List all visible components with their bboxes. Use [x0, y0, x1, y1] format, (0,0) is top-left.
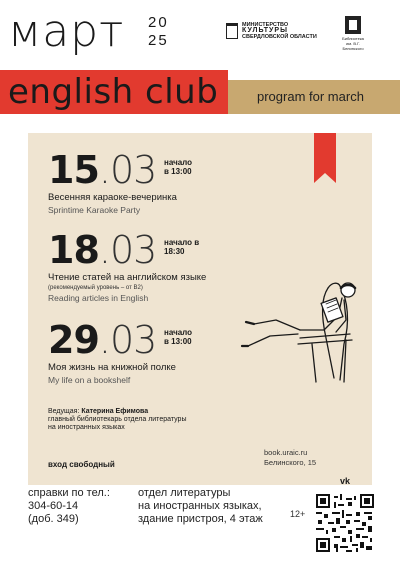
department-info — [138, 487, 263, 526]
library-logo — [336, 16, 370, 51]
year-top: 20 — [148, 14, 169, 31]
club-label: english club — [8, 72, 219, 112]
event-date: 15.03 — [48, 148, 157, 192]
phone-line2: 304-60-14 — [28, 500, 79, 512]
event-item — [48, 230, 206, 304]
address — [264, 448, 316, 468]
library-line1: Библиотека — [342, 36, 364, 41]
program-banner — [225, 80, 400, 114]
host-role-line1: главный библиотекарь отдела литературы — [48, 416, 187, 423]
qr-code-icon[interactable] — [316, 494, 374, 552]
host-label: Ведущая: — [48, 408, 80, 415]
vk-icon[interactable]: vk — [340, 476, 351, 486]
bookmark-ribbon-icon — [314, 133, 336, 173]
dept-line1: отдел литературы — [138, 487, 231, 499]
event-title-ru: Чтение статей на английском языке — [48, 272, 207, 283]
event-start-time: начало в 18:30 — [164, 238, 200, 256]
event-date: 29.03 — [48, 318, 157, 362]
phone-info — [28, 487, 110, 526]
age-rating: 12+ — [290, 509, 306, 519]
column-icon — [226, 23, 238, 39]
event-start-time: начало в 13:00 — [164, 158, 193, 176]
ministry-logo — [226, 22, 317, 40]
event-title-ru: Моя жизнь на книжной полке — [48, 362, 176, 373]
event-title-en: Sprintime Karaoke Party — [48, 205, 141, 215]
event-level-note: (рекомендуемый уровень – от B2) — [48, 285, 143, 291]
street: Белинского, 15 — [264, 458, 317, 467]
dept-line2: на иностранных языках, — [138, 500, 262, 512]
event-item — [48, 318, 193, 386]
event-title-en: Reading articles in English — [48, 293, 149, 303]
month-title: март — [8, 6, 125, 57]
library-emblem-icon — [345, 16, 361, 34]
year-bottom: 25 — [148, 32, 169, 49]
host-name: Катерина Ефимова — [81, 408, 149, 415]
phone-line3: (доб. 349) — [28, 513, 79, 525]
year — [148, 14, 169, 50]
club-banner — [0, 70, 228, 114]
free-entry: вход свободный — [48, 460, 115, 469]
event-title-ru: Весенняя караоке-вечеринка — [48, 192, 177, 203]
ministry-line2: КУЛЬТУРЫ — [242, 27, 288, 34]
event-item — [48, 148, 193, 216]
reading-man-illustration — [240, 260, 380, 390]
ministry-line1: МИНИСТЕРСТВО — [242, 22, 289, 28]
event-date: 18.03 — [48, 228, 157, 272]
dept-line3: здание пристроя, 4 этаж — [138, 513, 263, 525]
phone-line1: справки по тел.: — [28, 487, 110, 499]
library-line2: им. В.Г. Белинского — [342, 41, 364, 51]
ministry-line3: СВЕРДЛОВСКОЙ ОБЛАСТИ — [242, 34, 317, 40]
program-label: program for march — [257, 89, 364, 104]
site-link[interactable]: book.uraic.ru — [264, 448, 308, 457]
host-role-line2: на иностранных языках — [48, 424, 125, 431]
event-start-time: начало в 13:00 — [164, 328, 193, 346]
event-title-en: My life on a bookshelf — [48, 375, 131, 385]
host-info — [48, 408, 186, 432]
